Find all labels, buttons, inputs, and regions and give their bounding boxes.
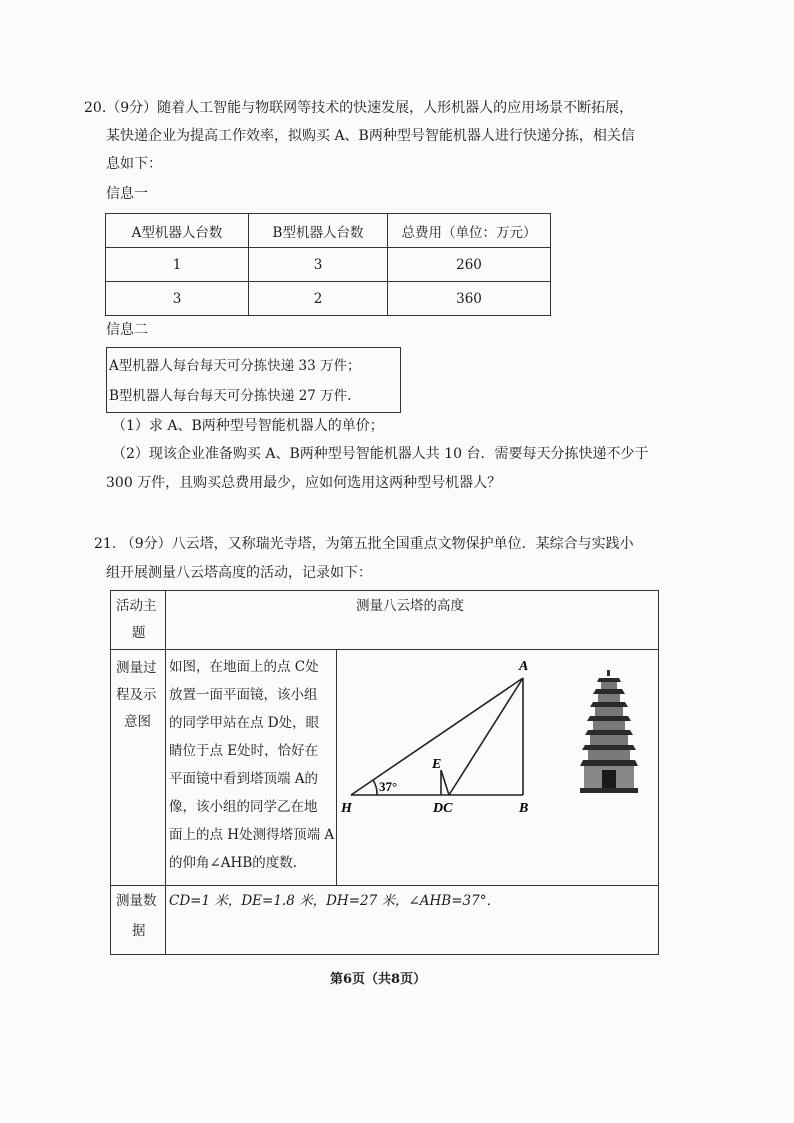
info2-label: 信息二 [106, 322, 148, 338]
label-dc: DC [433, 801, 453, 816]
q21-line1: 21. （9分）八云塔，又称瑞光寺塔，为第五批全国重点文物保护单位．某综合与实践小 [94, 536, 634, 552]
q20-line3: 息如下： [106, 156, 162, 172]
table-cell: 360 [388, 282, 551, 316]
header-a-count: A型机器人台数 [106, 214, 249, 248]
row-divider [111, 885, 658, 886]
header-total-cost: 总费用（单位：万元） [388, 214, 551, 248]
page-footer: 第6页（共8页） [330, 972, 427, 987]
row1-label-a: 活动主 [116, 598, 157, 614]
row2-desc-7: 面上的点 H处测得塔顶端 A [169, 827, 335, 843]
label-h: H [341, 801, 352, 816]
q20-line2: 某快递企业为提高工作效率，拟购买 A、B两种型号智能机器人进行快递分拣，相关信 [106, 128, 635, 144]
label-e: E [432, 757, 442, 772]
row2-desc-2: 放置一面平面镜，该小组 [169, 687, 318, 703]
table-cell: 3 [249, 248, 388, 282]
label-a: A [519, 659, 529, 674]
label-b: B [519, 801, 529, 816]
row2-label-2: 程及示 [116, 687, 157, 703]
table-header-row [106, 214, 551, 248]
row3-label-b: 据 [132, 923, 146, 939]
row2-desc-4: 睛位于点 E处时，恰好在 [169, 743, 319, 759]
q20-sub2-line2: 300 万件，且购买总费用最少，应如何选用这两种型号机器人？ [106, 475, 502, 491]
info2-line2: B型机器人每台每天可分拣快递 27 万件. [109, 388, 352, 404]
info2-box [106, 347, 401, 413]
row1-value: 测量八云塔的高度 [356, 598, 464, 614]
table-cell: 2 [249, 282, 388, 316]
reflection-ca [449, 678, 523, 795]
col-divider [165, 591, 166, 954]
table-row [106, 248, 551, 282]
q21-line2: 组开展测量八云塔高度的活动，记录如下： [106, 565, 372, 581]
pagoda-illustration [580, 670, 638, 793]
geometry-diagram [337, 650, 657, 885]
activity-table [110, 590, 659, 955]
info1-table [105, 213, 551, 316]
row2-label-3: 意图 [124, 714, 151, 730]
row3-label-a: 测量数 [116, 893, 157, 909]
table-cell: 3 [106, 282, 249, 316]
angle-arc [373, 780, 377, 795]
row1-label-b: 题 [132, 625, 146, 641]
q20-line1: 20.（9分）随着人工智能与物联网等技术的快速发展，人形机器人的应用场景不断拓展， [84, 100, 634, 116]
table-row [106, 282, 551, 316]
row2-desc-1: 如图，在地面上的点 C处 [169, 659, 319, 675]
reflection-ec [441, 770, 449, 795]
q20-sub2-line1: （2）现该企业准备购买 A、B两种型号智能机器人共 10 台．需要每天分拣快递不少于 [112, 446, 649, 462]
row2-desc-3: 的同学甲站在点 D处，眼 [169, 715, 320, 731]
table-cell: 1 [106, 248, 249, 282]
row2-label-1: 测量过 [116, 660, 157, 676]
sightline-ha [351, 678, 523, 795]
info2-line1: A型机器人每台每天可分拣快递 33 万件； [109, 358, 361, 374]
row3-value: CD=1 米，DE=1.8 米，DH=27 米，∠AHB=37°． [169, 893, 500, 909]
row2-desc-5: 平面镜中看到塔顶端 A的 [169, 771, 319, 787]
header-b-count: B型机器人台数 [249, 214, 388, 248]
info1-label: 信息一 [106, 186, 148, 202]
label-angle: 37° [379, 779, 398, 794]
row2-desc-8: 的仰角∠AHB的度数. [169, 855, 298, 871]
table-cell: 260 [388, 248, 551, 282]
row2-desc-6: 像，该小组的同学乙在地 [169, 799, 318, 815]
q20-sub1: （1）求 A、B两种型号智能机器人的单价； [112, 418, 384, 434]
